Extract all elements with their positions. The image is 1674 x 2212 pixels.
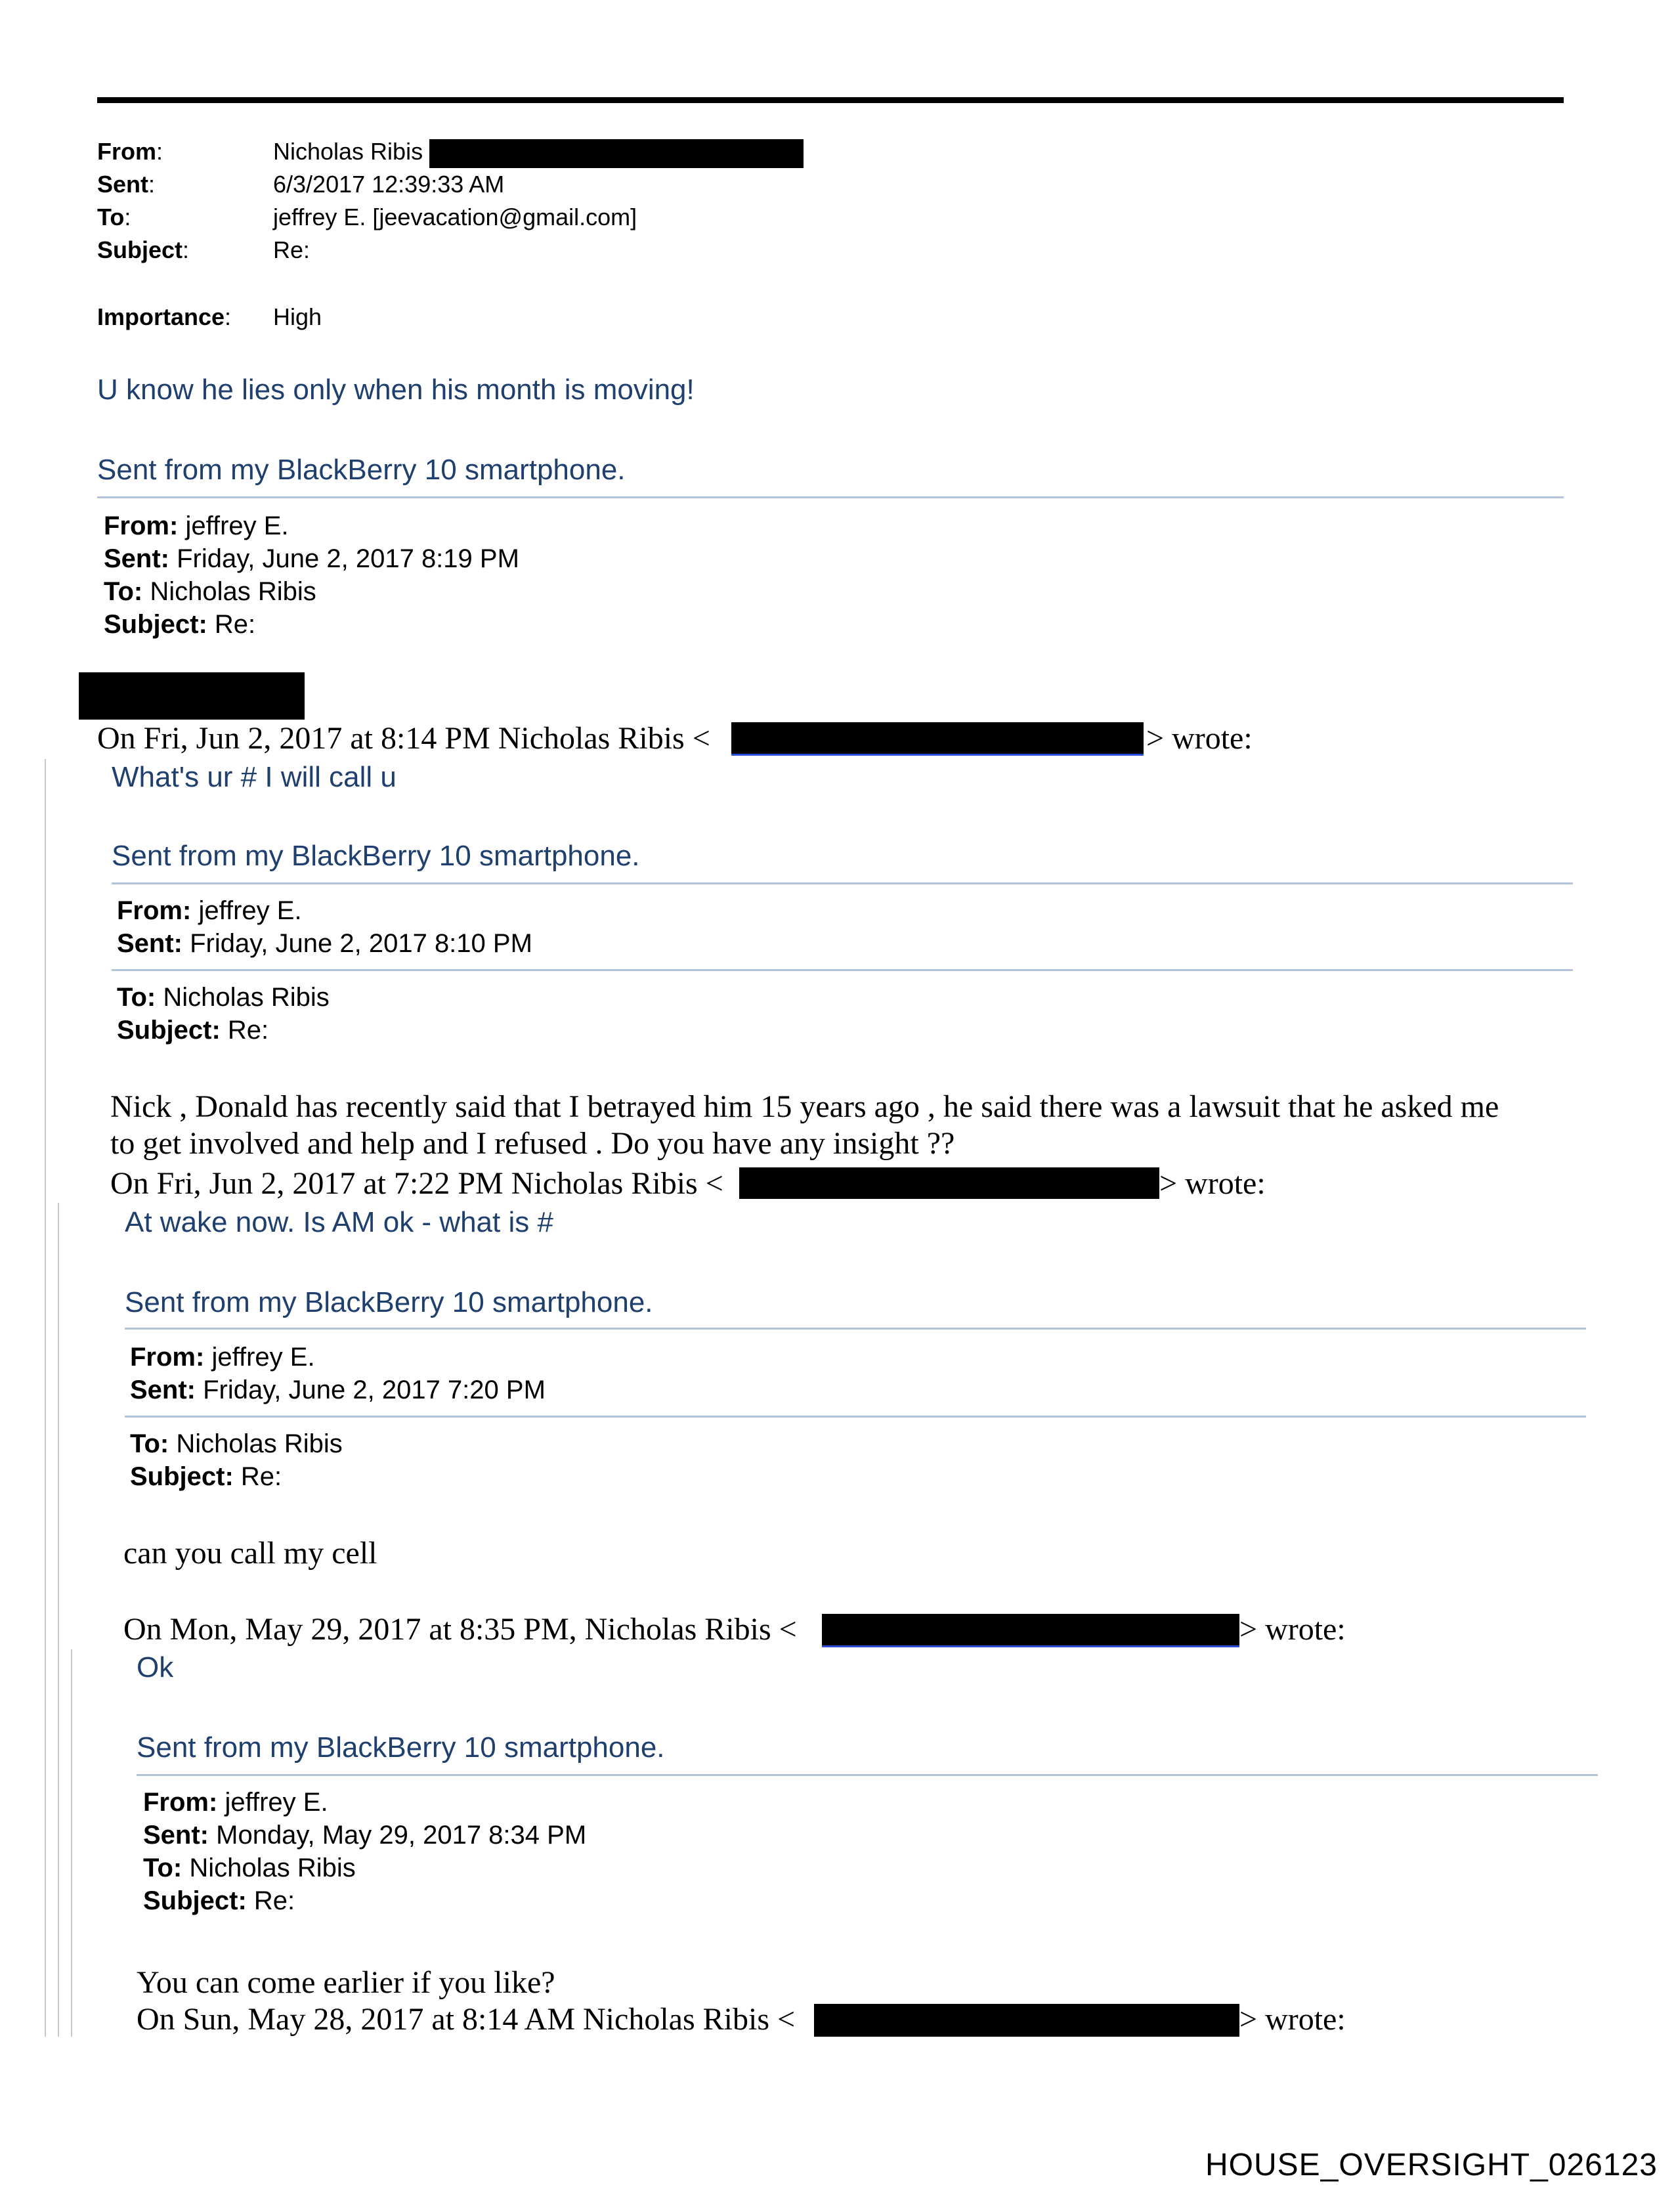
- email-link-underline[interactable]: [731, 754, 1144, 756]
- message-body: U know he lies only when his month is moving!: [97, 374, 695, 406]
- quote-attribution-end: > wrote:: [1146, 721, 1253, 756]
- importance-label: Importance:: [97, 303, 232, 330]
- quote-bar: [45, 1203, 46, 1649]
- from-label: From:: [97, 138, 163, 165]
- top-rule: [97, 97, 1564, 103]
- email-link-underline[interactable]: [822, 1645, 1239, 1647]
- sent-label: Sent:: [97, 171, 156, 198]
- to-label: To:: [97, 204, 131, 230]
- quote-attribution: On Sun, May 28, 2017 at 8:14 AM Nicholas Ribis <: [137, 2002, 796, 2037]
- quote-bar: [45, 759, 46, 1212]
- redaction-bar: [79, 672, 305, 720]
- signature: Sent from my BlackBerry 10 smartphone.: [112, 840, 640, 872]
- message-body: What's ur # I will call u: [112, 761, 397, 793]
- redaction-bar: [814, 2004, 1239, 2037]
- quote-attribution: On Fri, Jun 2, 2017 at 8:14 PM Nicholas Ribis <: [97, 721, 710, 756]
- separator: [125, 1416, 1586, 1418]
- to-value: jeffrey E. [jeevacation@gmail.com]: [273, 204, 637, 230]
- sent-value: 6/3/2017 12:39:33 AM: [273, 171, 505, 198]
- quote-bar: [45, 1649, 46, 2037]
- redaction-bar: [739, 1167, 1159, 1199]
- separator: [97, 496, 1564, 498]
- quote-attribution-end: > wrote:: [1159, 1166, 1266, 1201]
- message-body: You can come earlier if you like?: [137, 1965, 555, 2000]
- redaction-bar: [822, 1614, 1239, 1645]
- separator: [112, 882, 1573, 884]
- message-body: to get involved and help and I refused . Do you have any insight ??: [110, 1126, 955, 1161]
- bates-number: HOUSE_OVERSIGHT_026123: [1205, 2148, 1658, 2182]
- redaction-bar: [731, 722, 1144, 754]
- importance-value: High: [273, 303, 322, 330]
- message-body: can you call my cell: [123, 1536, 377, 1571]
- message-body: Nick , Donald has recently said that I betrayed him 15 years ago , he said there was a lawsuit that he asked me: [110, 1089, 1499, 1124]
- message-body: Ok: [137, 1651, 174, 1683]
- signature: Sent from my BlackBerry 10 smartphone.: [97, 454, 626, 486]
- subject-label: Subject:: [97, 236, 190, 263]
- signature: Sent from my BlackBerry 10 smartphone.: [125, 1286, 653, 1318]
- quote-attribution: On Mon, May 29, 2017 at 8:35 PM, Nicholas Ribis <: [123, 1612, 797, 1647]
- quote-bar: [58, 1203, 59, 1649]
- subject-value: Re:: [273, 236, 311, 263]
- quote-attribution: On Fri, Jun 2, 2017 at 7:22 PM Nicholas Ribis <: [110, 1166, 723, 1201]
- separator: [137, 1774, 1598, 1776]
- signature: Sent from my BlackBerry 10 smartphone.: [137, 1731, 665, 1764]
- quote-bar: [71, 1649, 72, 2037]
- quote-bar: [58, 1649, 59, 2037]
- message-body: At wake now. Is AM ok - what is #: [125, 1206, 553, 1238]
- quote-attribution-end: > wrote:: [1239, 1612, 1346, 1647]
- separator: [125, 1328, 1586, 1330]
- quote-attribution-end: > wrote:: [1239, 2002, 1346, 2037]
- from-value: Nicholas Ribis: [273, 138, 423, 165]
- separator: [112, 969, 1573, 971]
- redaction-bar: [429, 139, 804, 168]
